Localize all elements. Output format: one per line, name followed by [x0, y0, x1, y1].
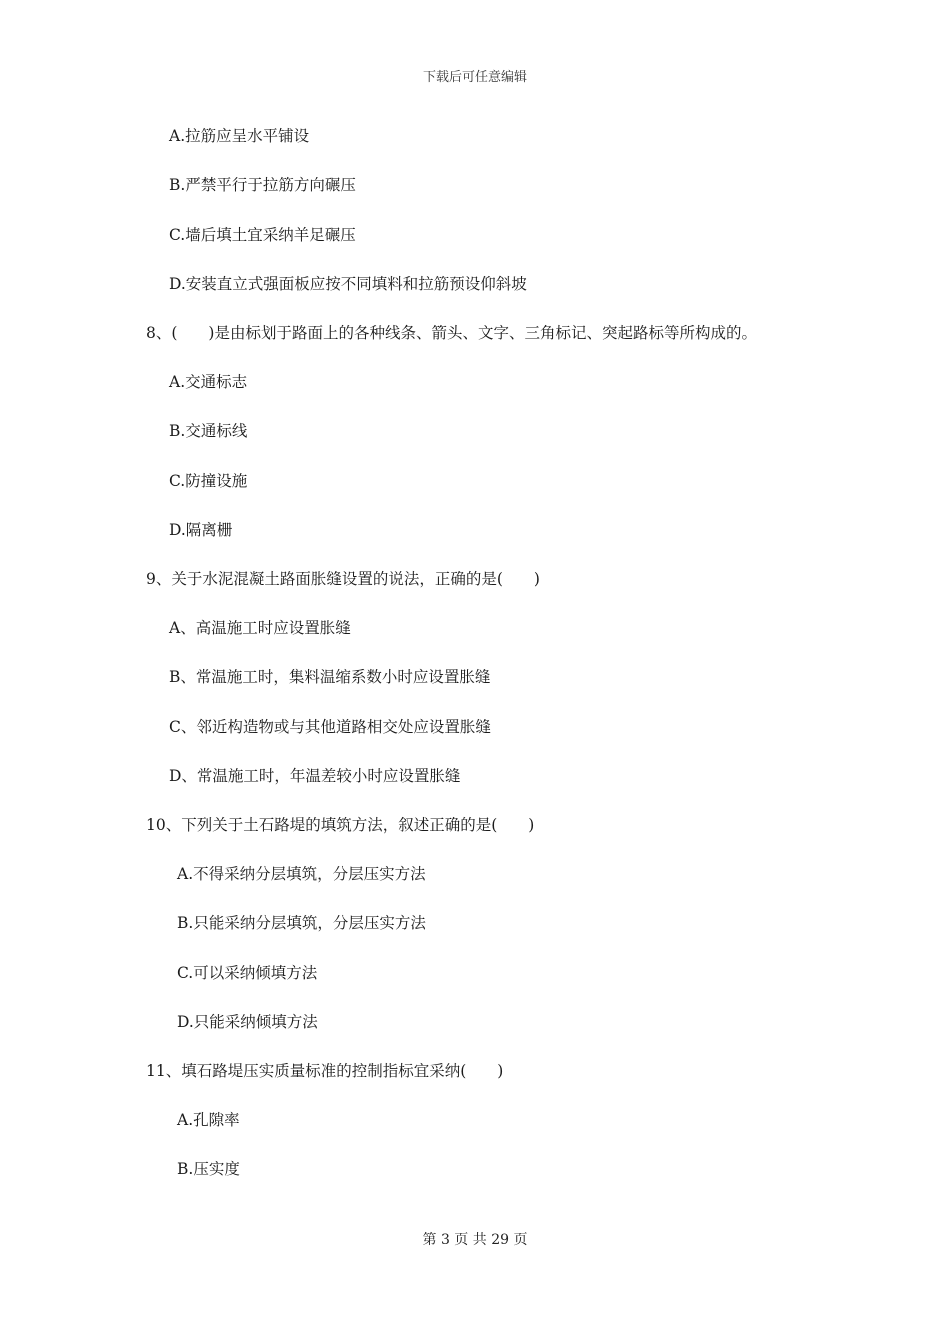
- page-footer: 第 3 页 共 29 页: [422, 1232, 528, 1248]
- option-9d: D、常温施工时，年温差较小时应设置胀缝: [169, 767, 461, 785]
- option-7d: D.安装直立式强面板应按不同填料和拉筋预设仰斜坡: [169, 275, 527, 293]
- option-10c: C.可以采纳倾填方法: [177, 964, 318, 982]
- option-8b: B.交通标线: [169, 422, 248, 440]
- option-9c: C、邻近构造物或与其他道路相交处应设置胀缝: [169, 718, 491, 736]
- question-11: 11、填石路堤压实质量标准的控制指标宜采纳( ): [146, 1062, 504, 1080]
- question-10: 10、下列关于土石路堤的填筑方法，叙述正确的是( ): [146, 816, 535, 834]
- question-8: 8、( )是由标划于路面上的各种线条、箭头、文字、三角标记、突起路标等所构成的。: [146, 324, 757, 342]
- option-10b: B.只能采纳分层填筑，分层压实方法: [177, 914, 426, 932]
- option-11a: A.孔隙率: [177, 1111, 240, 1129]
- option-7b: B.严禁平行于拉筋方向碾压: [169, 176, 356, 194]
- question-9: 9、关于水泥混凝土路面胀缝设置的说法，正确的是( ): [146, 570, 540, 588]
- option-9a: A、高温施工时应设置胀缝: [169, 619, 351, 637]
- option-8a: A.交通标志: [169, 373, 248, 391]
- option-11b: B.压实度: [177, 1160, 240, 1178]
- page-header: 下载后可任意编辑: [422, 70, 527, 85]
- option-10d: D.只能采纳倾填方法: [177, 1013, 318, 1031]
- option-7c: C.墙后填土宜采纳羊足碾压: [169, 226, 356, 244]
- option-10a: A.不得采纳分层填筑，分层压实方法: [177, 865, 426, 883]
- option-7a: A.拉筋应呈水平铺设: [169, 127, 310, 145]
- option-9b: B、常温施工时，集料温缩系数小时应设置胀缝: [169, 668, 491, 686]
- option-8d: D.隔离栅: [169, 521, 233, 539]
- option-8c: C.防撞设施: [169, 472, 248, 490]
